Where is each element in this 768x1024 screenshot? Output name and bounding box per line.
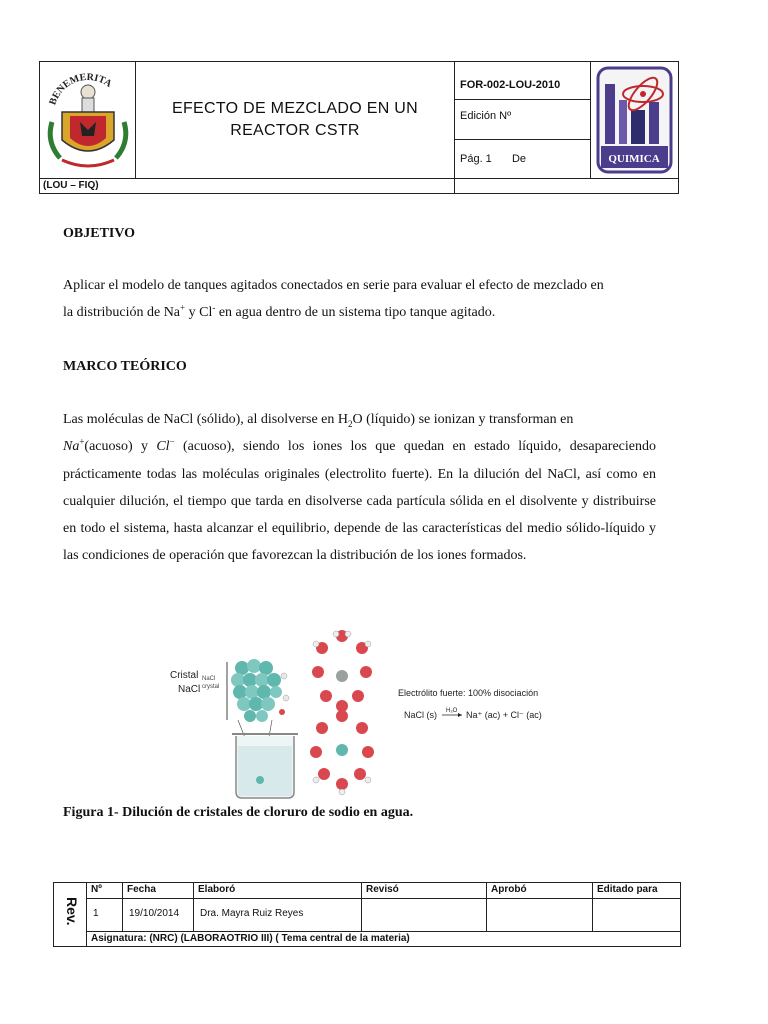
hydrated-sodium-ion xyxy=(310,710,374,795)
crystal-cluster xyxy=(231,659,289,722)
header-reviewed: Revisó xyxy=(361,882,487,899)
theory-paragraph xyxy=(63,406,656,570)
header-footer-blank xyxy=(454,178,679,194)
document-header xyxy=(39,61,679,194)
theory-text-a: Las moléculas de NaCl (sólido), al disolverse en H xyxy=(63,412,348,427)
revision-label: Rev. xyxy=(64,897,80,926)
equation-arrow-label: H₂O xyxy=(446,708,458,714)
cl-superscript: - xyxy=(212,302,216,313)
na-superscript: + xyxy=(180,302,186,313)
label-cristal: Cristal xyxy=(170,670,199,681)
edition-label: Edición Nº xyxy=(455,100,590,140)
header-edited-for: Editado para xyxy=(592,882,681,899)
hydrated-chloride-ion xyxy=(312,630,372,712)
row-reviewed xyxy=(361,898,487,932)
dissolution-figure xyxy=(160,620,560,800)
chloride-ion: Cl xyxy=(156,439,170,455)
chloride-charge: − xyxy=(169,436,175,447)
label-nacl: NaCl xyxy=(178,684,201,695)
revision-table xyxy=(53,882,681,947)
revision-label-cell xyxy=(53,882,87,947)
objective-text-c: en agua dentro de un sistema tipo tanque agitado. xyxy=(215,305,496,321)
theory-text-d: (acuoso), siendo los iones los que quedan en estado líquido, desapareciendo xyxy=(174,439,657,455)
row-number: 1 xyxy=(86,898,123,932)
page-of-label: De xyxy=(511,153,526,165)
row-date: 19/10/2014 xyxy=(122,898,194,932)
objective-paragraph xyxy=(63,272,656,327)
objective-text-a: la distribución de Na xyxy=(63,305,181,321)
objective-line-1: Aplicar el modelo de tanques agitados conectados en serie para evaluar el efecto de mezclado en xyxy=(63,278,604,293)
row-prepared: Dra. Mayra Ruiz Reyes xyxy=(193,898,362,932)
university-logo xyxy=(40,62,135,178)
header-prepared: Elaboró xyxy=(193,882,362,899)
arrow-head-icon xyxy=(458,713,462,717)
header-number: Nº xyxy=(86,882,123,899)
faculty-logo xyxy=(591,62,678,178)
h2o-subscript: 2 xyxy=(347,418,353,429)
svg-text:BENEMERITA xyxy=(47,72,114,107)
faculty-logo-cell xyxy=(590,61,679,179)
page-label: Pág. 1 xyxy=(460,153,492,165)
subject-footer: Asignatura: (NRC) (LABORAOTRIO III) ( Tema central de la materia) xyxy=(86,931,681,947)
faculty-logo-text: QUIMICA xyxy=(608,153,660,165)
sodium-ion: Na xyxy=(63,439,80,455)
title-line-1: EFECTO DE MEZCLADO EN UN xyxy=(171,100,419,117)
university-logo-cell xyxy=(39,61,136,179)
row-approved xyxy=(486,898,593,932)
header-approved: Aprobó xyxy=(486,882,593,899)
objective-heading: OBJETIVO xyxy=(63,226,136,241)
logo-arc-text: BENEMERITA xyxy=(47,71,114,107)
theory-heading: MARCO TEÓRICO xyxy=(63,359,187,374)
label-small-crystal: crystal xyxy=(202,684,220,690)
theory-text-b: O (líquido) se ionizan y transforman en xyxy=(352,412,574,427)
theory-text-rest: prácticamente todas las moléculas originales (electrolito fuerte). En la dilución del NaCl, así como en cualquier dilución, el tiempo que tarda en disolverse cada partícula sólida en el disolvente y distribuirse en todo el sistema, hasta alcanzar el equilibrio, depende de las características del medio sólido-líquido y las condiciones de operación que favorezcan la distribución de los iones formados. xyxy=(63,466,656,564)
figure-caption: Figura 1- Dilución de cristales de cloruro de sodio en agua. xyxy=(63,805,414,820)
header-date: Fecha xyxy=(122,882,194,899)
info-cell xyxy=(454,61,590,179)
sodium-charge: + xyxy=(79,436,85,447)
title-cell xyxy=(135,61,454,179)
label-small-nacl: NaCl xyxy=(202,676,216,682)
theory-text-c: (acuoso) y xyxy=(84,439,157,455)
title-line-2: REACTOR CSTR xyxy=(230,122,360,139)
page-number xyxy=(455,140,590,180)
department-label: (LOU – FIQ) xyxy=(39,178,455,194)
document-title xyxy=(136,98,454,142)
document-code: FOR-002-LOU-2010 xyxy=(455,62,590,100)
row-edited-for xyxy=(592,898,681,932)
beaker xyxy=(232,734,298,798)
equation-right: Na⁺ (ac) + Cl⁻ (ac) xyxy=(466,710,542,720)
objective-text-b: y Cl xyxy=(185,305,213,321)
strong-electrolyte-label: Electrólito fuerte: 100% disociación xyxy=(398,688,539,698)
equation-left: NaCl (s) xyxy=(404,710,437,720)
dissolution-illustration xyxy=(160,620,560,800)
